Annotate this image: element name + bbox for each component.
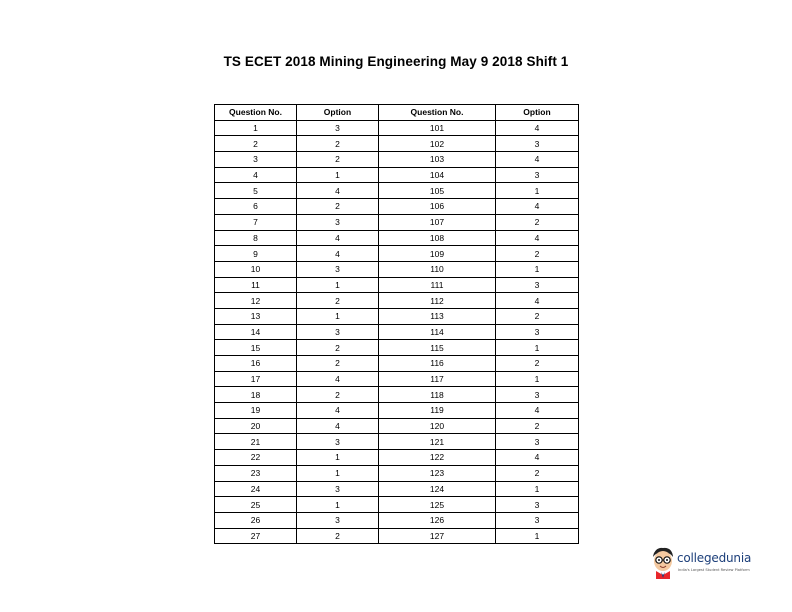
option-cell: 2 bbox=[496, 246, 579, 262]
option-cell: 4 bbox=[496, 230, 579, 246]
question-no-cell: 110 bbox=[379, 261, 496, 277]
option-cell: 1 bbox=[297, 465, 379, 481]
option-cell: 4 bbox=[297, 183, 379, 199]
question-no-cell: 122 bbox=[379, 450, 496, 466]
table-row bbox=[215, 528, 579, 544]
option-cell: 3 bbox=[496, 167, 579, 183]
table-row bbox=[215, 465, 579, 481]
question-no-cell: 102 bbox=[379, 136, 496, 152]
option-cell: 1 bbox=[297, 450, 379, 466]
question-no-cell: 105 bbox=[379, 183, 496, 199]
question-no-cell: 116 bbox=[379, 356, 496, 372]
option-cell: 2 bbox=[297, 356, 379, 372]
option-cell: 1 bbox=[496, 481, 579, 497]
question-no-cell: 2 bbox=[215, 136, 297, 152]
option-cell: 2 bbox=[496, 308, 579, 324]
table-row bbox=[215, 418, 579, 434]
question-no-cell: 15 bbox=[215, 340, 297, 356]
question-no-cell: 117 bbox=[379, 371, 496, 387]
option-cell: 1 bbox=[297, 308, 379, 324]
question-no-cell: 22 bbox=[215, 450, 297, 466]
question-no-cell: 104 bbox=[379, 167, 496, 183]
question-no-cell: 121 bbox=[379, 434, 496, 450]
question-no-cell: 8 bbox=[215, 230, 297, 246]
question-no-cell: 120 bbox=[379, 418, 496, 434]
option-cell: 3 bbox=[297, 512, 379, 528]
table-row bbox=[215, 136, 579, 152]
question-no-cell: 108 bbox=[379, 230, 496, 246]
question-no-cell: 26 bbox=[215, 512, 297, 528]
option-cell: 3 bbox=[496, 324, 579, 340]
option-cell: 1 bbox=[496, 340, 579, 356]
question-no-cell: 11 bbox=[215, 277, 297, 293]
question-no-cell: 107 bbox=[379, 214, 496, 230]
question-no-cell: 21 bbox=[215, 434, 297, 450]
option-cell: 2 bbox=[297, 199, 379, 215]
question-no-cell: 13 bbox=[215, 308, 297, 324]
question-no-cell: 18 bbox=[215, 387, 297, 403]
brand-tagline: India's Largest Student Review Platform bbox=[678, 568, 750, 572]
question-no-cell: 4 bbox=[215, 167, 297, 183]
question-no-cell: 119 bbox=[379, 403, 496, 419]
option-cell: 4 bbox=[297, 230, 379, 246]
table-row bbox=[215, 371, 579, 387]
question-no-cell: 20 bbox=[215, 418, 297, 434]
question-no-cell: 16 bbox=[215, 356, 297, 372]
option-cell: 4 bbox=[496, 293, 579, 309]
question-no-cell: 25 bbox=[215, 497, 297, 513]
option-cell: 2 bbox=[297, 152, 379, 168]
option-cell: 2 bbox=[496, 465, 579, 481]
question-no-cell: 17 bbox=[215, 371, 297, 387]
question-no-cell: 12 bbox=[215, 293, 297, 309]
option-cell: 2 bbox=[496, 214, 579, 230]
option-cell: 4 bbox=[297, 371, 379, 387]
option-cell: 1 bbox=[496, 371, 579, 387]
option-cell: 4 bbox=[297, 246, 379, 262]
question-no-cell: 127 bbox=[379, 528, 496, 544]
option-cell: 3 bbox=[496, 512, 579, 528]
header-question-no: Question No. bbox=[215, 105, 297, 121]
question-no-cell: 118 bbox=[379, 387, 496, 403]
question-no-cell: 103 bbox=[379, 152, 496, 168]
option-cell: 1 bbox=[297, 497, 379, 513]
option-cell: 4 bbox=[496, 120, 579, 136]
table-row bbox=[215, 277, 579, 293]
question-no-cell: 101 bbox=[379, 120, 496, 136]
option-cell: 2 bbox=[297, 528, 379, 544]
question-no-cell: 123 bbox=[379, 465, 496, 481]
option-cell: 2 bbox=[496, 418, 579, 434]
option-cell: 2 bbox=[297, 340, 379, 356]
question-no-cell: 1 bbox=[215, 120, 297, 136]
header-option-2: Option bbox=[496, 105, 579, 121]
question-no-cell: 106 bbox=[379, 199, 496, 215]
option-cell: 3 bbox=[297, 261, 379, 277]
header-question-no-2: Question No. bbox=[379, 105, 496, 121]
table-row bbox=[215, 152, 579, 168]
table-row bbox=[215, 450, 579, 466]
table-row bbox=[215, 120, 579, 136]
option-cell: 1 bbox=[496, 261, 579, 277]
option-cell: 2 bbox=[496, 356, 579, 372]
table-row bbox=[215, 434, 579, 450]
collegedunia-logo bbox=[650, 543, 775, 583]
question-no-cell: 113 bbox=[379, 308, 496, 324]
option-cell: 1 bbox=[297, 277, 379, 293]
page-title: TS ECET 2018 Mining Engineering May 9 2018 Shift 1 bbox=[223, 54, 569, 69]
answer-rows bbox=[215, 120, 579, 544]
option-cell: 3 bbox=[297, 481, 379, 497]
option-cell: 4 bbox=[297, 403, 379, 419]
option-cell: 3 bbox=[297, 120, 379, 136]
question-no-cell: 10 bbox=[215, 261, 297, 277]
option-cell: 2 bbox=[297, 136, 379, 152]
table-row bbox=[215, 403, 579, 419]
table-row bbox=[215, 167, 579, 183]
question-no-cell: 5 bbox=[215, 183, 297, 199]
question-no-cell: 19 bbox=[215, 403, 297, 419]
table-row bbox=[215, 183, 579, 199]
question-no-cell: 111 bbox=[379, 277, 496, 293]
question-no-cell: 112 bbox=[379, 293, 496, 309]
table-row bbox=[215, 356, 579, 372]
question-no-cell: 7 bbox=[215, 214, 297, 230]
question-no-cell: 125 bbox=[379, 497, 496, 513]
table-row bbox=[215, 308, 579, 324]
student-mascot-icon bbox=[650, 545, 676, 579]
table-row bbox=[215, 481, 579, 497]
option-cell: 3 bbox=[496, 387, 579, 403]
table-row bbox=[215, 324, 579, 340]
table-header-row bbox=[215, 105, 579, 121]
table-row bbox=[215, 340, 579, 356]
question-no-cell: 126 bbox=[379, 512, 496, 528]
brand-name: collegedunia bbox=[677, 551, 752, 565]
question-no-cell: 14 bbox=[215, 324, 297, 340]
question-no-cell: 9 bbox=[215, 246, 297, 262]
question-no-cell: 24 bbox=[215, 481, 297, 497]
option-cell: 3 bbox=[297, 324, 379, 340]
option-cell: 3 bbox=[496, 434, 579, 450]
table-row bbox=[215, 497, 579, 513]
table-row bbox=[215, 214, 579, 230]
option-cell: 3 bbox=[297, 214, 379, 230]
header-option: Option bbox=[297, 105, 379, 121]
question-no-cell: 114 bbox=[379, 324, 496, 340]
option-cell: 2 bbox=[297, 387, 379, 403]
option-cell: 4 bbox=[496, 403, 579, 419]
table-row bbox=[215, 261, 579, 277]
question-no-cell: 109 bbox=[379, 246, 496, 262]
option-cell: 3 bbox=[496, 497, 579, 513]
option-cell: 1 bbox=[297, 167, 379, 183]
table-row bbox=[215, 246, 579, 262]
question-no-cell: 115 bbox=[379, 340, 496, 356]
option-cell: 1 bbox=[496, 528, 579, 544]
option-cell: 4 bbox=[496, 199, 579, 215]
question-no-cell: 6 bbox=[215, 199, 297, 215]
question-no-cell: 3 bbox=[215, 152, 297, 168]
table-row bbox=[215, 293, 579, 309]
answer-key-table bbox=[214, 104, 579, 544]
option-cell: 3 bbox=[297, 434, 379, 450]
option-cell: 3 bbox=[496, 136, 579, 152]
question-no-cell: 27 bbox=[215, 528, 297, 544]
option-cell: 3 bbox=[496, 277, 579, 293]
table-row bbox=[215, 387, 579, 403]
option-cell: 4 bbox=[496, 152, 579, 168]
option-cell: 4 bbox=[297, 418, 379, 434]
table-row bbox=[215, 199, 579, 215]
question-no-cell: 23 bbox=[215, 465, 297, 481]
table-row bbox=[215, 230, 579, 246]
option-cell: 1 bbox=[496, 183, 579, 199]
table-row bbox=[215, 512, 579, 528]
option-cell: 4 bbox=[496, 450, 579, 466]
option-cell: 2 bbox=[297, 293, 379, 309]
question-no-cell: 124 bbox=[379, 481, 496, 497]
